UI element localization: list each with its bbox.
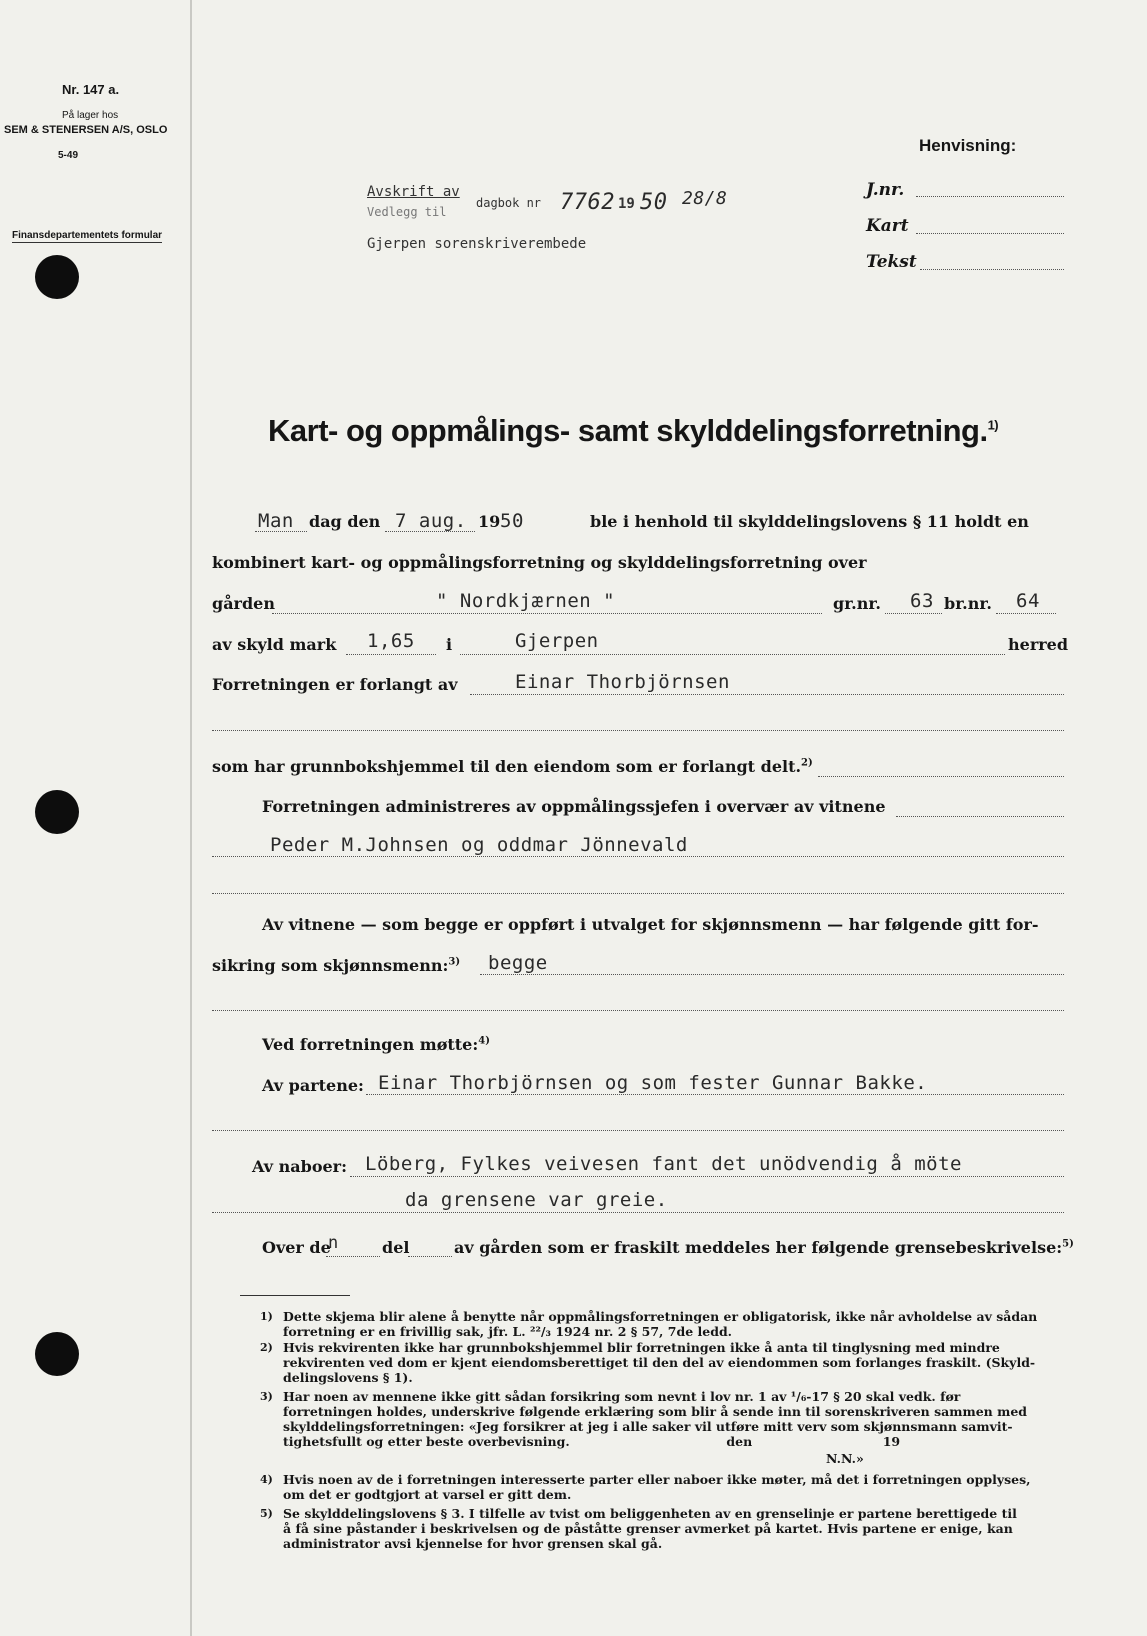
- parties-value: Einar Thorbjörnsen og som fester Gunnar Bakke.: [378, 1072, 928, 1094]
- line1-rest: ble i henhold til skylddelingslovens § 11 holdt en: [590, 512, 1029, 531]
- admin-text: Forretningen administreres av oppmålingssjefen i overvær av vitnene: [262, 797, 886, 816]
- dots: [385, 531, 475, 532]
- jnr-field: [916, 196, 1064, 197]
- tekst-label: Tekst: [866, 252, 917, 272]
- dots: [470, 694, 1064, 695]
- neighbours-label: Av naboer:: [252, 1157, 348, 1176]
- footnote-2-line: rekvirenten ved dom er kjent eiendomsberettiget til den del av eiendommen som forlanges fraskilt. (Skyld-: [283, 1355, 1036, 1370]
- dots: [818, 776, 1064, 777]
- grunnbok-text: som har grunnbokshjemmel til den eiendom som er forlangt delt.$^{2)}$: [212, 757, 813, 776]
- date-hand: 7 aug.: [395, 510, 467, 532]
- dots: [272, 613, 822, 614]
- line2: kombinert kart- og oppmålingsforretning og skylddelingsforretning over: [212, 553, 867, 572]
- footnote-5-marker: 5): [260, 1507, 273, 1520]
- footnote-4-line: Hvis noen av de i forretningen interesserte parter eller naboer ikke møter, må det i forretningen opplyses,: [283, 1472, 1031, 1487]
- herred-value: Gjerpen: [515, 630, 599, 652]
- footnote-1-line: forretning er en frivillig sak, jfr. L. ²²/₃ 1924 nr. 2 § 57, 7de ledd.: [283, 1324, 733, 1339]
- brnr-label: br.nr.: [944, 594, 992, 613]
- grnr-label: gr.nr.: [833, 594, 881, 613]
- footnote-signature: N.N.»: [826, 1451, 864, 1466]
- form-number: Nr. 147 a.: [62, 82, 120, 97]
- over-label: Over de: [262, 1238, 331, 1257]
- footnote-rule: [240, 1295, 350, 1296]
- footnote-5-line: å få sine påstander i beskrivelsen og de påståtte grenser avmerket på kartet. Hvis partene er enige, kan: [283, 1521, 1013, 1536]
- kart-field: [916, 233, 1064, 234]
- document-title: Kart- og oppmålings- samt skylddelingsforretning.$^{1)}$: [268, 413, 999, 448]
- over-del: del: [382, 1238, 410, 1257]
- herred-label: herred: [1008, 635, 1069, 654]
- footnote-4-line: om det er godtgjort at varsel er gitt dem.: [283, 1487, 572, 1502]
- kart-label: Kart: [866, 216, 909, 236]
- year-printed: 19: [478, 512, 501, 531]
- footnote-2-line: Hvis rekvirenten ikke har grunnbokshjemmel blir forretningen ikke å anta til tinglysning med mindre: [283, 1340, 1000, 1355]
- over-rest: av gården som er fraskilt meddeles her følgende grensebeskrivelse:$^{5)}$: [454, 1238, 1074, 1257]
- dots: [460, 654, 1005, 655]
- dots: [212, 1010, 1064, 1011]
- punch-hole: [35, 1332, 79, 1376]
- stamp-year: 50: [640, 190, 668, 215]
- witness-line1: Av vitnene — som begge er oppført i utvalget for skjønnsmenn — har følgende gitt for-: [262, 915, 1039, 934]
- dots: [996, 613, 1056, 614]
- tekst-field: [920, 269, 1064, 270]
- stock-line1: På lager hos: [62, 110, 119, 121]
- dots: [212, 1130, 1064, 1131]
- jnr-label: J.nr.: [866, 180, 905, 200]
- dots: [896, 816, 1064, 817]
- farm-label: gården: [212, 594, 275, 613]
- weekday-hand: Man: [258, 510, 294, 532]
- footnote-5-line: administrator avsi kjennelse for hvor grensen skal gå.: [283, 1536, 663, 1551]
- over-hand: n: [328, 1233, 339, 1253]
- parties-label: Av partene:: [262, 1076, 364, 1095]
- footnote-2-marker: 2): [260, 1341, 273, 1354]
- dots: [212, 856, 1064, 857]
- dots: [350, 1176, 1064, 1177]
- footnote-3-line: Har noen av mennene ikke gitt sådan forsikring som nevnt i lov nr. 1 av ¹/₆-17 § 20 skal vedk. før: [283, 1389, 961, 1404]
- margin-rule: [190, 0, 192, 1636]
- witness-value: begge: [488, 952, 548, 974]
- attended-label: Ved forretningen møtte:$^{4)}$: [262, 1035, 490, 1054]
- footnote-1-marker: 1): [260, 1310, 273, 1323]
- dots: [480, 974, 1064, 975]
- footnote-5-line: Se skylddelingslovens § 3. I tilfelle av tvist om beliggenheten av en grenselinje er partene berettigede til: [283, 1506, 1017, 1521]
- witness-line2: sikring som skjønnsmenn:$^{3)}$: [212, 956, 461, 975]
- skyld-value: 1,65: [367, 630, 415, 652]
- dots: [255, 531, 307, 532]
- dots: [366, 1094, 1064, 1095]
- dots: [408, 1256, 452, 1257]
- year-hand: 50: [500, 510, 524, 532]
- weekday-printed: dag den: [309, 512, 381, 531]
- in-label: i: [446, 635, 453, 654]
- skyld-label: av skyld mark: [212, 635, 337, 654]
- witnesses-value: Peder M.Johnsen og oddmar Jönnevald: [270, 834, 688, 856]
- dots: [885, 613, 942, 614]
- dots: [326, 1256, 380, 1257]
- neighbours-value2: da grensene var greie.: [405, 1189, 668, 1211]
- stock-line2: SEM & STENERSEN A/S, OSLO: [4, 124, 168, 136]
- punch-hole: [35, 790, 79, 834]
- footnote-3-line: tighetsfullt og etter beste overbevisning. den 19: [283, 1434, 901, 1449]
- stamp-date-note: 28/8: [682, 188, 728, 209]
- stamp-dagbok: dagbok nr: [476, 196, 542, 210]
- dots: [212, 1212, 1064, 1213]
- dots: [212, 893, 1064, 894]
- footnote-2-line: delingslovens § 1).: [283, 1370, 413, 1385]
- brnr-value: 64: [1016, 590, 1040, 612]
- stamp-year-prefix: 19: [618, 196, 635, 212]
- requested-value: Einar Thorbjörnsen: [515, 671, 730, 693]
- footnote-4-marker: 4): [260, 1473, 273, 1486]
- form-type: Finansdepartementets formular: [12, 230, 163, 241]
- footnote-3-line: skylddelingsforretningen: «Jeg forsikrer at jeg i alle saker vil utføre mitt verv som skjønnsmann samvit-: [283, 1419, 1013, 1434]
- farm-value: " Nordkjærnen ": [436, 590, 616, 612]
- stamp-office: Gjerpen sorenskriverembede: [367, 236, 587, 252]
- punch-hole: [35, 255, 79, 299]
- requested-label: Forretningen er forlangt av: [212, 675, 458, 694]
- dots: [212, 730, 1064, 731]
- dots: [346, 654, 436, 655]
- stamp-number: 7762: [560, 190, 615, 215]
- footnote-3-marker: 3): [260, 1390, 273, 1403]
- form-code: 5-49: [58, 150, 79, 161]
- footnote-3-line: forretningen holdes, underskrive følgende erklæring som blir å sende inn til sorenskriveren sammen med: [283, 1404, 1028, 1419]
- stamp-vedlegg: Vedlegg til: [367, 205, 447, 219]
- neighbours-value1: Löberg, Fylkes veivesen fant det unödvendig å möte: [365, 1153, 962, 1175]
- reference-label: Henvisning:: [919, 136, 1017, 155]
- footnote-1-line: Dette skjema blir alene å benytte når oppmålingsforretningen er obligatorisk, ikke når avholdelse av sådan: [283, 1309, 1038, 1324]
- stamp-avskrift: Avskrift av: [367, 184, 460, 200]
- grnr-value: 63: [910, 590, 934, 612]
